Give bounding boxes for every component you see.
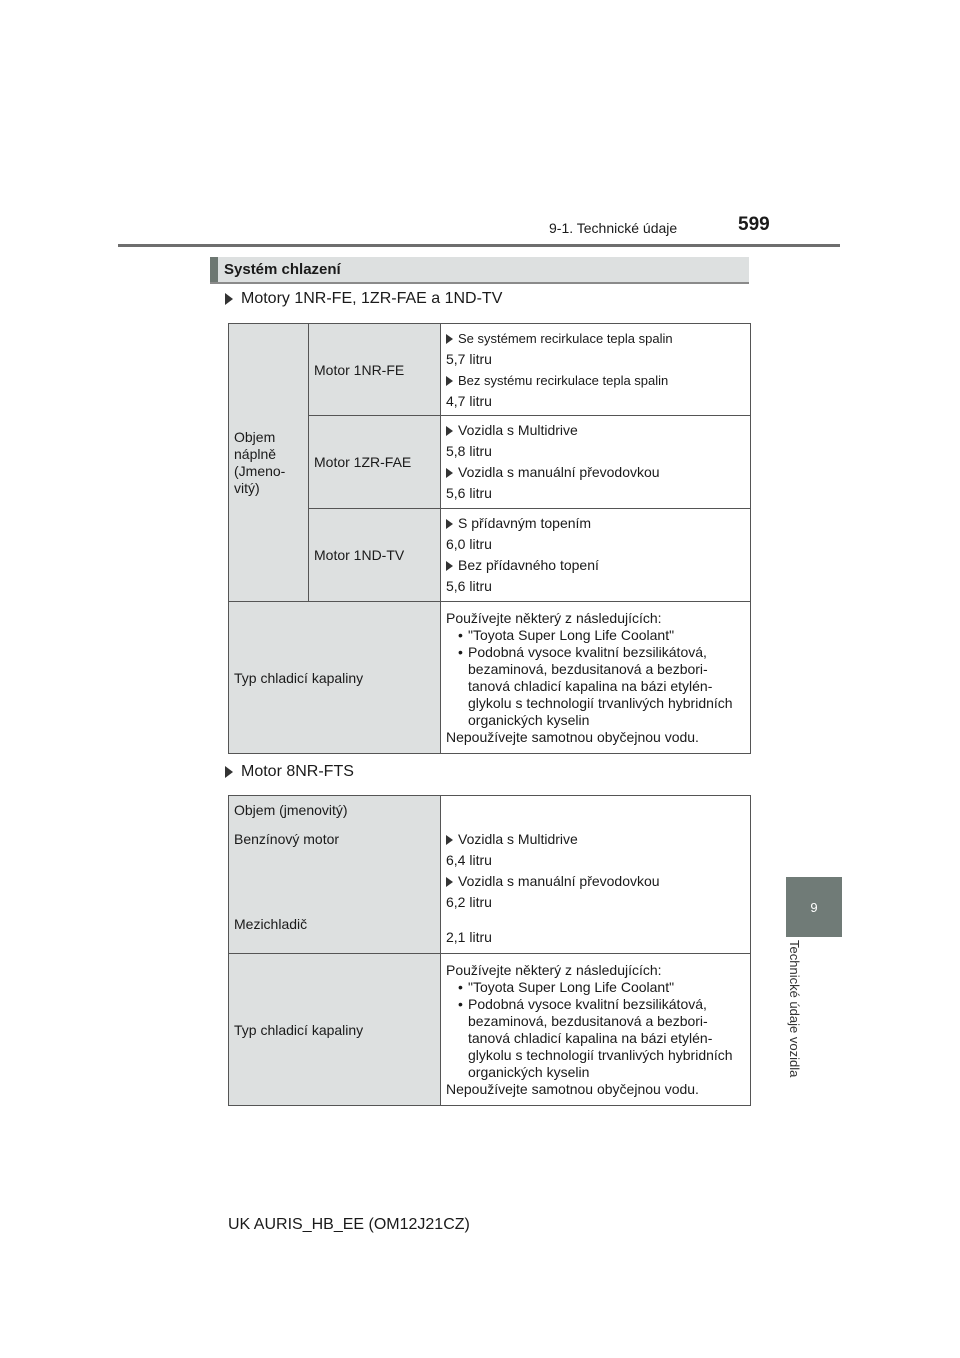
triangle-bullet-icon [446, 519, 453, 529]
cooling-table-2 [228, 795, 751, 1106]
coolant-note: Nepoužívejte samotnou obyčejnou vodu. [446, 728, 699, 745]
subsection-heading-1 [225, 290, 502, 308]
triangle-bullet-icon [446, 835, 453, 845]
coolant-spec-cell [441, 602, 751, 754]
engine-name: Motor 1NR-FE [314, 361, 405, 378]
chapter-number: 9 [810, 899, 818, 915]
header-section-title: 9-1. Technické údaje [549, 220, 678, 236]
option-label: Bez systému recirkulace tepla spalin [458, 372, 669, 388]
coolant-spec-cell [441, 954, 751, 1106]
section-title: Systém chlazení [224, 261, 341, 278]
option-label: Bez přídavného topení [458, 557, 599, 573]
coolant-intro: Používejte některý z následujících: [446, 609, 662, 626]
triangle-bullet-icon [446, 561, 453, 571]
chapter-side-label [786, 940, 810, 1098]
triangle-bullet-icon [446, 468, 453, 478]
triangle-bullet-icon [446, 426, 453, 436]
subsection-1-text: Motory 1NR-FE, 1ZR-FAE a 1ND-TV [241, 290, 503, 307]
option-label: Vozidla s manuální převodovkou [458, 873, 660, 889]
row-header-text: Objem náplně (Jmeno-vitý) [234, 428, 286, 496]
section-heading-bar [210, 257, 218, 282]
engine-name: Motor 1ZR-FAE [314, 454, 412, 470]
table-row [229, 602, 751, 754]
spec-cell [441, 416, 751, 509]
spec-cell [441, 796, 751, 954]
triangle-bullet-icon [446, 877, 453, 887]
section-heading [210, 257, 749, 284]
capacity-value: 5,6 litru [446, 578, 492, 594]
engine-name: Motor 1ND-TV [314, 547, 405, 563]
header-rule [118, 244, 840, 247]
spec-cell [441, 509, 751, 602]
coolant-list [446, 627, 745, 729]
coolant-label: Typ chladicí kapaliny [234, 669, 364, 686]
table-row [229, 796, 751, 954]
triangle-bullet-icon [225, 766, 233, 778]
option-label: Se systémem recirkulace tepla spalin [458, 330, 673, 346]
table-row [229, 954, 751, 1106]
spec-cell [441, 324, 751, 416]
option-label: Vozidla s Multidrive [458, 831, 578, 847]
coolant-list [446, 979, 745, 1081]
list-item: • Podobná vysoce kvalitní bezsilikátová, bezaminová, bezdusitanová a bezbori-tanová chladicí kapalina na bázi etylén-glykolu s technologií trvanlivých hybridních organických kyselin [446, 996, 745, 1081]
triangle-bullet-icon [446, 334, 453, 344]
list-item: • Podobná vysoce kvalitní bezsilikátová, bezaminová, bezdusitanová a bezbori-tanová chladicí kapalina na bázi etylén-glykolu s technologií trvanlivých hybridních organických kyselin [446, 644, 745, 729]
option-label: Vozidla s Multidrive [458, 422, 578, 438]
capacity-value: 6,4 litru [446, 852, 492, 868]
coolant-label-cell [229, 954, 441, 1106]
triangle-bullet-icon [446, 376, 453, 386]
list-item: • "Toyota Super Long Life Coolant" [446, 979, 745, 996]
subsection-2-text: Motor 8NR-FTS [241, 763, 354, 780]
chapter-tab [786, 877, 842, 937]
intercooler-value: 2,1 litru [446, 929, 492, 945]
option-label: S přídavným topením [458, 515, 592, 531]
coolant-intro: Používejte některý z následujících: [446, 961, 662, 978]
subsection-heading-2 [225, 763, 354, 781]
table-row [229, 324, 751, 416]
volume-label: Objem (jmenovitý) [234, 802, 348, 818]
capacity-value: 5,8 litru [446, 443, 492, 459]
list-item: • "Toyota Super Long Life Coolant" [446, 627, 745, 644]
coolant-label: Typ chladicí kapaliny [234, 1021, 364, 1038]
petrol-engine-label: Benzínový motor [234, 831, 340, 847]
intercooler-label: Mezichladič [234, 916, 308, 932]
coolant-label-cell [229, 602, 441, 754]
engine-cell [309, 416, 441, 509]
capacity-value: 4,7 litru [446, 392, 492, 409]
option-label: Vozidla s manuální převodovkou [458, 464, 660, 480]
engine-cell [309, 324, 441, 416]
row-header-cell [229, 324, 309, 602]
capacity-value: 6,0 litru [446, 536, 492, 552]
footer-model-code: UK AURIS_HB_EE (OM12J21CZ) [228, 1216, 470, 1233]
chapter-label: Technické údaje vozidla [787, 940, 802, 1078]
engine-cell [309, 509, 441, 602]
capacity-value: 5,6 litru [446, 485, 492, 501]
page-number: 599 [738, 214, 770, 235]
capacity-value: 5,7 litru [446, 350, 492, 367]
triangle-bullet-icon [225, 293, 233, 305]
capacity-value: 6,2 litru [446, 894, 492, 910]
volume-label-cell [229, 796, 441, 954]
coolant-note: Nepoužívejte samotnou obyčejnou vodu. [446, 1080, 699, 1097]
cooling-table-1 [228, 323, 751, 754]
